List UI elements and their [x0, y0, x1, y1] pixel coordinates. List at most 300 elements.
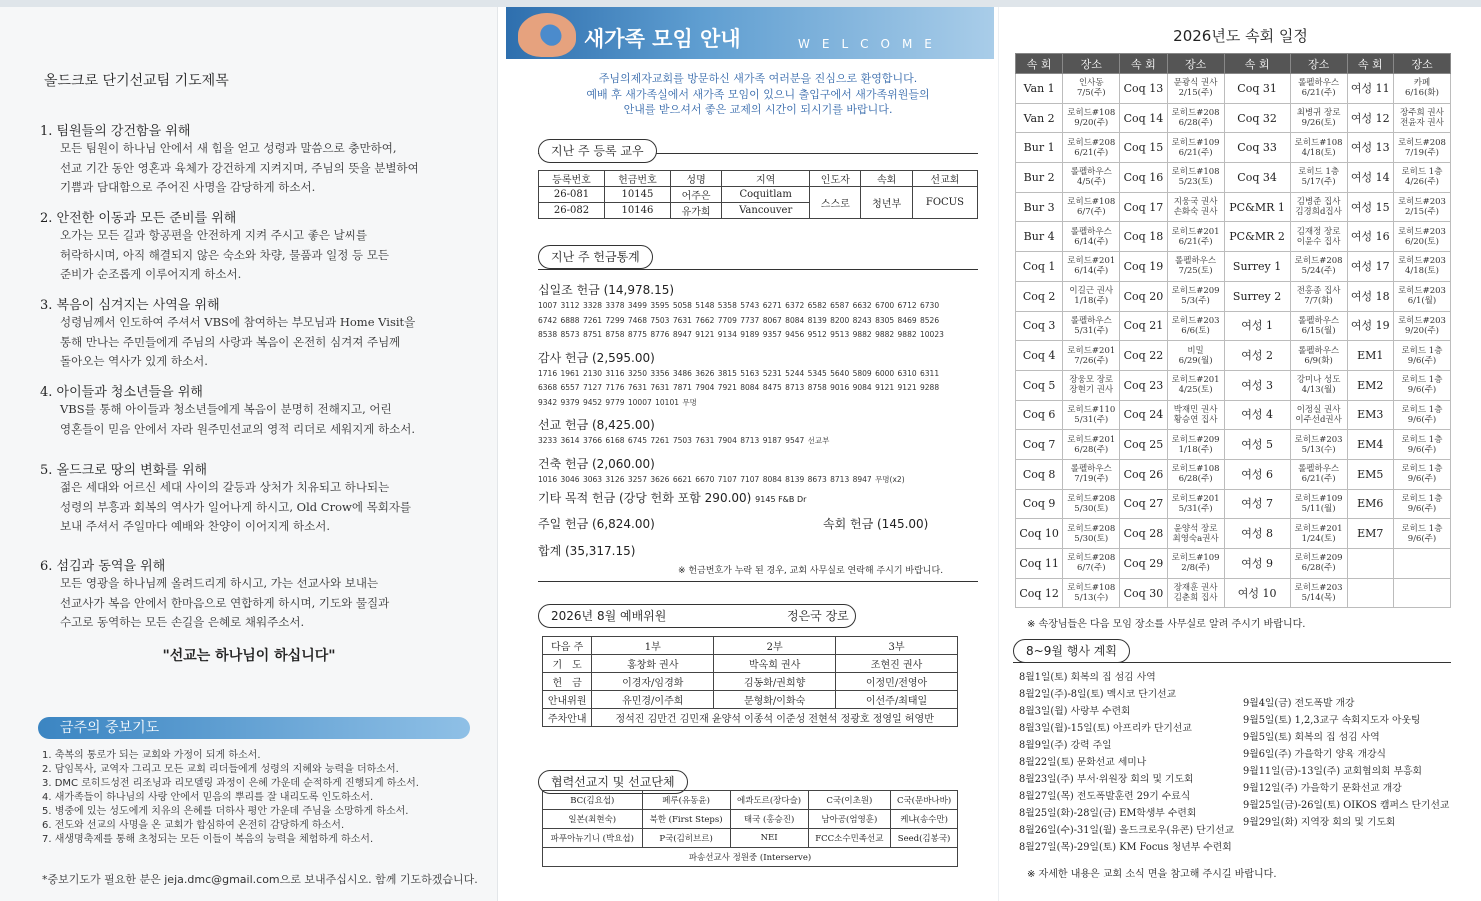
group-name [1347, 549, 1393, 579]
group-name: Coq 2 [1016, 281, 1063, 311]
table-row [1016, 341, 1451, 371]
table-row [543, 655, 958, 673]
group-name: Coq 34 [1224, 163, 1290, 193]
group-place: 인사동 7/5(주) [1063, 74, 1120, 104]
group-name: EM5 [1347, 459, 1393, 489]
group-name: EM3 [1347, 400, 1393, 430]
weekly-prayer-item: 4. 새가족들이 하나님의 사랑 안에서 믿음의 뿌리를 잘 내리도록 인도하소서. [42, 792, 374, 803]
group-name: Surrey 1 [1224, 252, 1290, 282]
table-cell: 10146 [604, 203, 670, 219]
event-item: 8월3일(월) 사랑부 수련회 [1019, 706, 1131, 717]
prayer-item-line: 돌아오는 역사가 있게 하소서. [60, 354, 208, 368]
group-name: Coq 7 [1016, 430, 1063, 460]
mission-title: 협력선교지 및 선교단체 [538, 770, 688, 794]
group-place: 로히드#109 6/21(주) [1167, 133, 1224, 163]
table-cell: 26-081 [539, 187, 605, 203]
table-cell: FOCUS [912, 187, 977, 219]
weekly-prayer-title: 금주의 중보기도 [38, 717, 470, 739]
table-row [543, 829, 958, 848]
group-name: 여성 17 [1347, 252, 1393, 282]
group-name: 여성 19 [1347, 311, 1393, 341]
weekly-prayer-item: 3. DMC 로히드성전 리조닝과 리모델링 과정이 은혜 가운데 순적하게 진행되게 하소서. [42, 778, 419, 789]
group-name: 여성 10 [1224, 578, 1290, 608]
offering-total: 합계 (35,317.15) [538, 544, 636, 558]
group-name: Coq 13 [1120, 74, 1167, 104]
group-name: Bur 1 [1016, 133, 1063, 163]
worship-table [542, 636, 958, 727]
table-cell: NEI [730, 829, 808, 848]
prayer-item-line: 허락하시며, 아직 해결되지 않은 숙소와 차량, 물품과 일정 등 모든 [60, 247, 390, 262]
group-place: 롤펠하우스 6/21(주) [1290, 74, 1347, 104]
group-place: 로히드#203 5/13(수) [1290, 430, 1347, 460]
offering-numbers: 1716 1961 2130 3116 3250 3356 3486 3626 3815 5163 5231 5244 5345 5640 5809 6000 6310 6311 6368 6557 7127 7176 7631 7631 7871 7904 7921 8084 8475 8713 8758 9016 9084 9121 9121 9288 9342 9379 9452 9779 10007 10101 무명 [538, 368, 940, 407]
group-name: 여성 6 [1224, 459, 1290, 489]
table-row [1016, 281, 1451, 311]
group-name: PC&MR 1 [1224, 192, 1290, 222]
offering-heading: 건축 헌금 (2,060.00) [538, 456, 655, 471]
group-place: 롤펠하우스 6/21(주) [1290, 459, 1347, 489]
table-header: 속 회 [1224, 54, 1290, 74]
weekly-prayer-item: 5. 병중에 있는 성도에게 치유의 은혜를 더하사 평안 가운데 주님을 소망하게 하소서. [42, 806, 409, 817]
table-header: 성명 [670, 171, 721, 187]
group-name: 여성 12 [1347, 103, 1393, 133]
welcome-word: WELCOME [798, 37, 944, 51]
table-header: 등록번호 [539, 171, 605, 187]
prayer-item-heading: 5. 올드크로 땅의 변화를 위해 [40, 463, 208, 478]
prayer-column [0, 7, 498, 901]
table-row [1016, 311, 1451, 341]
group-place: 로히드 1층 9/6(주) [1393, 370, 1450, 400]
group-name: Bur 3 [1016, 192, 1063, 222]
event-item: 8월9일(주) 강력 주일 [1019, 740, 1112, 751]
group-place: 로히드 1층 4/26(주) [1393, 163, 1450, 193]
table-row [543, 848, 958, 867]
intro-line: 예배 후 새가족실에서 새가족 모임이 있으니 출입구에서 새가족위원들의 [586, 87, 930, 101]
event-item: 9월29일(화) 지역장 회의 및 기도회 [1243, 817, 1396, 828]
weekly-prayer-list [42, 749, 482, 847]
table-cell: 안내위원 [543, 691, 592, 709]
top-strip [0, 0, 1481, 7]
event-item: 9월11일(금)-13일(주) 교회협의회 부흥회 [1243, 766, 1423, 777]
weekly-prayer-note: *중보기도가 필요한 분은 jeja.dmc@gmail.com으로 보내주십시오. 함께 기도하겠습니다. [42, 873, 478, 886]
group-place: 장웅모 장로 장현기 권사 [1063, 370, 1120, 400]
group-place: 장주희 권사 전윤자 권사 [1393, 103, 1450, 133]
group-name: Coq 16 [1120, 163, 1167, 193]
prayer-item-line: 준비가 순조롭게 이루어지게 하소서. [60, 267, 242, 281]
group-name: Coq 24 [1120, 400, 1167, 430]
group-place: 로히드#108 9/20(주) [1063, 103, 1120, 133]
group-name: Coq 29 [1120, 549, 1167, 579]
table-cell: Vancouver [722, 203, 810, 219]
table-cell: BC(김요섭) [543, 791, 643, 810]
group-place: 로히드 1층 9/6(주) [1393, 430, 1450, 460]
table-header: 지역 [722, 171, 810, 187]
welcome-banner [506, 7, 994, 59]
group-name: 여성 1 [1224, 311, 1290, 341]
table-row [1016, 519, 1451, 549]
group-place: 윤양석 장로 최영숙a권사 [1167, 519, 1224, 549]
table-cell: 케냐(송수만) [891, 810, 958, 829]
group-place: 로히드#203 4/18(토) [1393, 252, 1450, 282]
group-place: 로히드 1층 9/6(주) [1393, 519, 1450, 549]
table-cell: 김동화/권희향 [714, 673, 836, 691]
group-place: 로히드#201 6/28(주) [1063, 430, 1120, 460]
table-header: 헌금번호 [604, 171, 670, 187]
group-place: 로히드#203 2/15(주) [1393, 192, 1450, 222]
offering-heading: 선교 헌금 (8,425.00) [538, 418, 655, 432]
group-name: 여성 7 [1224, 489, 1290, 519]
event-item: 9월5일(토) 회복의 집 섬김 사역 [1243, 732, 1380, 743]
group-place: 로히드#108 5/23(토) [1167, 163, 1224, 193]
worship-title [538, 604, 856, 628]
table-row [539, 187, 978, 203]
group-place: 로히드 1층 5/17(주) [1290, 163, 1347, 193]
schedule-note: ※ 속장님들은 다음 모임 장소를 사무실로 알려 주시기 바랍니다. [1027, 619, 1306, 630]
group-place: 로히드 1층 9/6(주) [1393, 459, 1450, 489]
table-header: 속회 [861, 171, 912, 187]
table-header: 속 회 [1120, 54, 1167, 74]
group-place: 로히드#109 2/8(주) [1167, 549, 1224, 579]
group-name: Coq 9 [1016, 489, 1063, 519]
table-cell: 어주은 [670, 187, 721, 203]
group-name: EM2 [1347, 370, 1393, 400]
prayer-item-line: 선교 기간 동안 영혼과 육체가 강건하게 지켜지며, 주님의 뜻을 분별하여 [60, 160, 419, 175]
table-cell: FCC소수민족선교 [808, 829, 891, 848]
group-name: PC&MR 2 [1224, 222, 1290, 252]
group-place: 로히드#201 6/21(주) [1167, 222, 1224, 252]
prayer-item-line: 기쁨과 담대함으로 주어진 사명을 감당하게 하소서. [60, 180, 316, 194]
group-name: Coq 12 [1016, 578, 1063, 608]
table-header-row [539, 171, 978, 187]
table-cell: C국(이초원) [808, 791, 891, 810]
prayer-item-line: 오가는 모든 길과 항공편을 안전하게 지켜 주시고 좋은 날씨를 [60, 228, 367, 242]
table-cell: 북한 (First Steps) [642, 810, 730, 829]
group-name: Coq 23 [1120, 370, 1167, 400]
group-place: 로히드 1층 9/6(주) [1393, 400, 1450, 430]
group-name: Coq 28 [1120, 519, 1167, 549]
event-item: 8월2일(주)-8일(토) 멕시코 단기선교 [1019, 689, 1177, 700]
group-place: 이길근 권사 1/18(주) [1063, 281, 1120, 311]
group-place: 최병귀 장로 9/26(토) [1290, 103, 1347, 133]
table-row [1016, 103, 1451, 133]
prayer-item-line: 통해 만나는 주민들에게 주님의 사랑과 복음이 온전히 심겨져 주님께 [60, 334, 401, 349]
group-place: 롤펠하우스 7/19(주) [1063, 459, 1120, 489]
group-place: 문광식 권사 2/15(주) [1167, 74, 1224, 104]
table-cell: 이선주/최태일 [836, 691, 958, 709]
intro-line: 안내를 받으셔서 좋은 교제의 시간이 되시기를 바랍니다. [623, 103, 893, 116]
group-name: Coq 5 [1016, 370, 1063, 400]
group-name: 여성 2 [1224, 341, 1290, 371]
group-name: Coq 6 [1016, 400, 1063, 430]
group-name: Coq 18 [1120, 222, 1167, 252]
schedule-title: 2026년도 속회 일정 [1173, 27, 1308, 45]
prayer-item-line: 성령의 부흥과 회복의 역사가 일어나게 하시고, Old Crow에 목회자를 [60, 499, 412, 514]
weekly-prayer-item: 6. 전도와 선교의 사명을 온 교회가 합심하여 온전히 감당하게 하소서. [42, 820, 345, 831]
group-place: 로히드#203 5/14(목) [1290, 578, 1347, 608]
table-header: 3부 [836, 637, 958, 655]
group-name: Coq 1 [1016, 252, 1063, 282]
group-name: EM6 [1347, 489, 1393, 519]
welcome-intro [538, 71, 978, 118]
group-place: 로히드#209 5/3(주) [1167, 281, 1224, 311]
group-place: 로히드#108 6/7(주) [1063, 192, 1120, 222]
table-cell: 남아공(엄영훈) [808, 810, 891, 829]
group-place: 김재정 장로 이윤수 집사 [1290, 222, 1347, 252]
table-cell: Coquitlam [722, 187, 810, 203]
event-item: 9월6일(주) 가을학기 양육 개강식 [1243, 749, 1387, 760]
table-cell: P국(김히브르) [642, 829, 730, 848]
welcome-title: 새가족 모임 안내 [584, 27, 741, 51]
worship-leader: 정은국 장로 [787, 609, 849, 623]
group-name: Coq 26 [1120, 459, 1167, 489]
group-name: Bur 4 [1016, 222, 1063, 252]
table-header-row [1016, 54, 1451, 74]
prayer-item-line: 모든 팀원이 하나님 안에서 새 힘을 얻고 성령과 말씀으로 충만하여, [60, 141, 397, 155]
group-name: 여성 16 [1347, 222, 1393, 252]
offering-numbers: 3233 3614 3766 6168 6745 7261 7503 7631 7904 8713 9187 9547 선교부 [538, 436, 830, 445]
group-name: Coq 15 [1120, 133, 1167, 163]
event-item: 8월25일(화)-28일(금) EM학생부 수련회 [1019, 808, 1197, 819]
table-cell: C국(문바나바) [891, 791, 958, 810]
table-header: 2부 [714, 637, 836, 655]
table-cell: 기 도 [543, 655, 592, 673]
table-cell: 조현진 권사 [836, 655, 958, 673]
group-place: 이정실 권사 이주선d권사 [1290, 400, 1347, 430]
group-place: 로히드#208 5/30(토) [1063, 519, 1120, 549]
group-name: Van 2 [1016, 103, 1063, 133]
group-name: Coq 20 [1120, 281, 1167, 311]
group-name: 여성 15 [1347, 192, 1393, 222]
intro-line: 주님의제자교회를 방문하신 새가족 여러분을 진심으로 환영합니다. [598, 72, 918, 85]
group-place: 로히드#203 9/20(주) [1393, 311, 1450, 341]
prayer-item-line: 보내 주셔서 주일마다 예배와 찬양이 이어지게 하소서. [60, 519, 330, 533]
prayer-item-heading: 3. 복음이 심겨지는 사역을 위해 [40, 298, 220, 313]
prayer-item-line: 수고로 동역하는 모든 손길을 은혜로 채워주소서. [60, 615, 305, 629]
table-cell: 이정민/전영아 [836, 673, 958, 691]
event-item: 9월25일(금)-26일(토) OIKOS 캠퍼스 단기선교 [1243, 800, 1450, 811]
event-item: 8월23일(주) 부서·위원장 회의 및 기도회 [1019, 774, 1194, 785]
schedule-column [998, 7, 1481, 901]
prayer-item-line: 성령님께서 인도하여 주셔서 VBS에 참여하는 부모님과 Home Visit을 [60, 315, 416, 329]
group-place: 로히드#108 6/28(주) [1167, 459, 1224, 489]
group-name: EM1 [1347, 341, 1393, 371]
group-name [1347, 578, 1393, 608]
group-place: 로히드#201 5/31(주) [1167, 489, 1224, 519]
table-cell: 유가희 [670, 203, 721, 219]
table-cell: 10145 [604, 187, 670, 203]
offering-numbers: 1007 3112 3328 3378 3499 3595 5058 5148 5358 5743 6271 6372 6582 6587 6632 6700 6712 6730 6742 6888 7261 7299 7468 7503 7631 7662 7709 7737 8067 8084 8139 8200 8243 8305 8469 8526 8538 8573 8751 8758 8775 8776 8947 9121 9134 9189 9357 9456 9512 9513 9882 9882 9882 10023 [538, 301, 944, 339]
group-name: Coq 3 [1016, 311, 1063, 341]
prayer-item [40, 120, 470, 198]
events-september [1243, 695, 1449, 831]
group-place: 로히드#109 5/11(월) [1290, 489, 1347, 519]
table-row [543, 810, 958, 829]
group-name: Coq 32 [1224, 103, 1290, 133]
group-place: 로히드#208 6/7(주) [1063, 549, 1120, 579]
table-header: 1부 [592, 637, 714, 655]
group-place: 강미나 성도 4/13(월) [1290, 370, 1347, 400]
table-cell: 홍창화 권사 [592, 655, 714, 673]
registered-table [538, 170, 978, 219]
group-name: Coq 10 [1016, 519, 1063, 549]
group-place: 로히드#208 5/24(주) [1290, 252, 1347, 282]
prayer-item [40, 459, 470, 537]
divider [538, 581, 978, 582]
group-place: 로히드#208 7/19(주) [1393, 133, 1450, 163]
events-title: 8~9월 행사 계획 [1013, 639, 1130, 663]
table-cell: 유민경/이주희 [592, 691, 714, 709]
group-place: 로히드#203 6/20(토) [1393, 222, 1450, 252]
group-name: Van 1 [1016, 74, 1063, 104]
table-cell: Seed(김봉국) [891, 829, 958, 848]
table-row [1016, 192, 1451, 222]
group-name: EM7 [1347, 519, 1393, 549]
prayer-item-line: 모든 영광을 하나님께 올려드리게 하시고, 가는 선교사와 보내는 [60, 576, 379, 590]
prayer-item-line: 선교사가 복음 안에서 한마음으로 연합하게 하시며, 기도와 물질과 [60, 595, 390, 610]
event-item: 9월5일(토) 1,2,3교구 속회지도자 아웃팅 [1243, 715, 1421, 726]
prayer-item-heading: 6. 섬김과 동역을 위해 [40, 559, 166, 574]
table-header: 장소 [1290, 54, 1347, 74]
group-name: Coq 8 [1016, 459, 1063, 489]
table-row [1016, 133, 1451, 163]
event-item: 8월27일(목) 전도폭발훈련 29기 수료식 [1019, 791, 1191, 802]
group-name: 여성 8 [1224, 519, 1290, 549]
table-row [543, 709, 958, 727]
group-place: 롤펠하우스 6/9(화) [1290, 341, 1347, 371]
prayer-item-heading: 2. 안전한 이동과 모든 준비를 위해 [40, 211, 237, 226]
group-place: 김병준 집사 김경희d집사 [1290, 192, 1347, 222]
table-row [1016, 222, 1451, 252]
group-name: 여성 11 [1347, 74, 1393, 104]
table-cell: 파송선교사 정원중 (Interserve) [543, 848, 958, 867]
group-name: Coq 30 [1120, 578, 1167, 608]
worship-title-text: 2026년 8월 예배위원 [551, 609, 667, 623]
group-name: Coq 14 [1120, 103, 1167, 133]
group-place: 로히드#208 6/21(주) [1063, 133, 1120, 163]
offering-title: 지난 주 헌금통계 [538, 245, 653, 269]
table-row [1016, 578, 1451, 608]
offering-sunday: 주일 헌금 (6,824.00) [538, 517, 655, 531]
prayer-item [40, 381, 470, 439]
group-place: 로히드#209 1/18(주) [1167, 430, 1224, 460]
weekly-prayer-item: 7. 새생명축제를 통해 초청되는 모든 이들이 복음의 능력을 체험하게 하소서. [42, 834, 374, 845]
event-item: 8월22일(토) 문화선교 세미나 [1019, 757, 1147, 768]
table-row [1016, 489, 1451, 519]
table-cell: 26-082 [539, 203, 605, 219]
offering-numbers: 1016 3046 3063 3126 3257 3626 6621 6670 7107 7107 8084 8139 8673 8713 8947 무명(x2) [538, 474, 905, 484]
table-cell: 박옥희 권사 [714, 655, 836, 673]
table-header-row [543, 637, 958, 655]
group-name: Coq 4 [1016, 341, 1063, 371]
table-header: 장소 [1167, 54, 1224, 74]
group-place: 로히드#108 5/13(수) [1063, 578, 1120, 608]
group-place: 로히드#208 6/28(주) [1167, 103, 1224, 133]
mission-motto: "선교는 하나님이 하십니다" [162, 648, 336, 664]
events-note: ※ 자세한 내용은 교회 소식 면을 참고해 주시길 바랍니다. [1027, 869, 1277, 880]
table-header: 다음 주 [543, 637, 592, 655]
divider [538, 269, 978, 270]
group-place: 장재훈 권사 김춘희 집사 [1167, 578, 1224, 608]
table-cell: 파푸아뉴기니 (박요섭) [543, 829, 643, 848]
table-cell: 페루(유동윤) [642, 791, 730, 810]
prayer-item-heading: 1. 팀원들의 강건함을 위해 [40, 124, 191, 139]
group-place: 롤펠하우스 5/31(주) [1063, 311, 1120, 341]
registered-title: 지난 주 등록 교우 [538, 139, 657, 163]
group-place: 로히드#203 6/6(토) [1167, 311, 1224, 341]
table-row [1016, 74, 1451, 104]
prayer-item [40, 555, 470, 633]
table-row [543, 691, 958, 709]
group-name: Coq 19 [1120, 252, 1167, 282]
table-row [543, 673, 958, 691]
group-name: 여성 5 [1224, 430, 1290, 460]
group-place: 롤펠하우스 4/5(주) [1063, 163, 1120, 193]
group-name: 여성 14 [1347, 163, 1393, 193]
group-place: 로히드#201 6/14(주) [1063, 252, 1120, 282]
mission-table [542, 790, 958, 867]
table-header: 장소 [1393, 54, 1450, 74]
group-name: Coq 17 [1120, 192, 1167, 222]
event-item: 8월3일(월)-15일(토) 아프리카 단기선교 [1019, 723, 1192, 734]
offering-note: ※ 헌금번호가 누락 된 경우, 교회 사무실로 연락해 주시기 바랍니다. [678, 566, 944, 576]
group-place [1393, 549, 1450, 579]
group-name: Coq 21 [1120, 311, 1167, 341]
group-place: 로히드 1층 9/6(주) [1393, 341, 1450, 371]
table-row [1016, 163, 1451, 193]
prayer-title: 올드크로 단기선교팀 기도제목 [44, 73, 229, 89]
table-cell: 일본(최현숙) [543, 810, 643, 829]
group-place: 박재민 권사 황승연 집사 [1167, 400, 1224, 430]
table-row [1016, 430, 1451, 460]
group-name: Surrey 2 [1224, 281, 1290, 311]
group-place: 지웅국 권사 손화숙 권사 [1167, 192, 1224, 222]
event-item: 8월26일(수)-31일(월) 올드크로우(유콘) 단기선교 [1019, 825, 1235, 836]
table-header: 속 회 [1016, 54, 1063, 74]
group-name: 여성 9 [1224, 549, 1290, 579]
table-cell: 주차안내 [543, 709, 592, 727]
table-row [1016, 370, 1451, 400]
prayer-item-line: VBS를 통해 아이들과 청소년들에게 복음이 분명히 전해지고, 어린 [60, 402, 392, 416]
welcome-column [498, 7, 998, 901]
schedule-table [1015, 53, 1451, 608]
group-name: Coq 27 [1120, 489, 1167, 519]
group-place: 로히드#108 4/18(토) [1290, 133, 1347, 163]
weekly-prayer-item: 1. 축복의 통로가 되는 교회와 가정이 되게 하소서. [42, 750, 261, 761]
offering-cell: 속회 헌금 (145.00) [823, 517, 929, 531]
table-row [1016, 400, 1451, 430]
table-header: 선교회 [912, 171, 977, 187]
group-place: 로히드#201 4/25(토) [1167, 370, 1224, 400]
table-row [1016, 549, 1451, 579]
group-place [1393, 578, 1450, 608]
table-cell: 문형화/이화숙 [714, 691, 836, 709]
group-place: 카페 6/16(화) [1393, 74, 1450, 104]
group-name: 여성 18 [1347, 281, 1393, 311]
group-place: 로히드#110 5/31(주) [1063, 400, 1120, 430]
group-place: 롤펠하우스 6/15(월) [1290, 311, 1347, 341]
group-name: Coq 22 [1120, 341, 1167, 371]
group-name: 여성 3 [1224, 370, 1290, 400]
table-row [1016, 459, 1451, 489]
offering-etc-numbers: 9145 F&B Dr [755, 495, 807, 504]
group-name: Bur 2 [1016, 163, 1063, 193]
group-name: Coq 31 [1224, 74, 1290, 104]
group-place: 로히드#208 5/30(토) [1063, 489, 1120, 519]
table-cell: 이경자/임경화 [592, 673, 714, 691]
table-cell: 청년부 [861, 187, 912, 219]
table-cell: 태국 (홍승진) [730, 810, 808, 829]
event-item: 9월4일(금) 전도폭발 개강 [1243, 698, 1355, 709]
